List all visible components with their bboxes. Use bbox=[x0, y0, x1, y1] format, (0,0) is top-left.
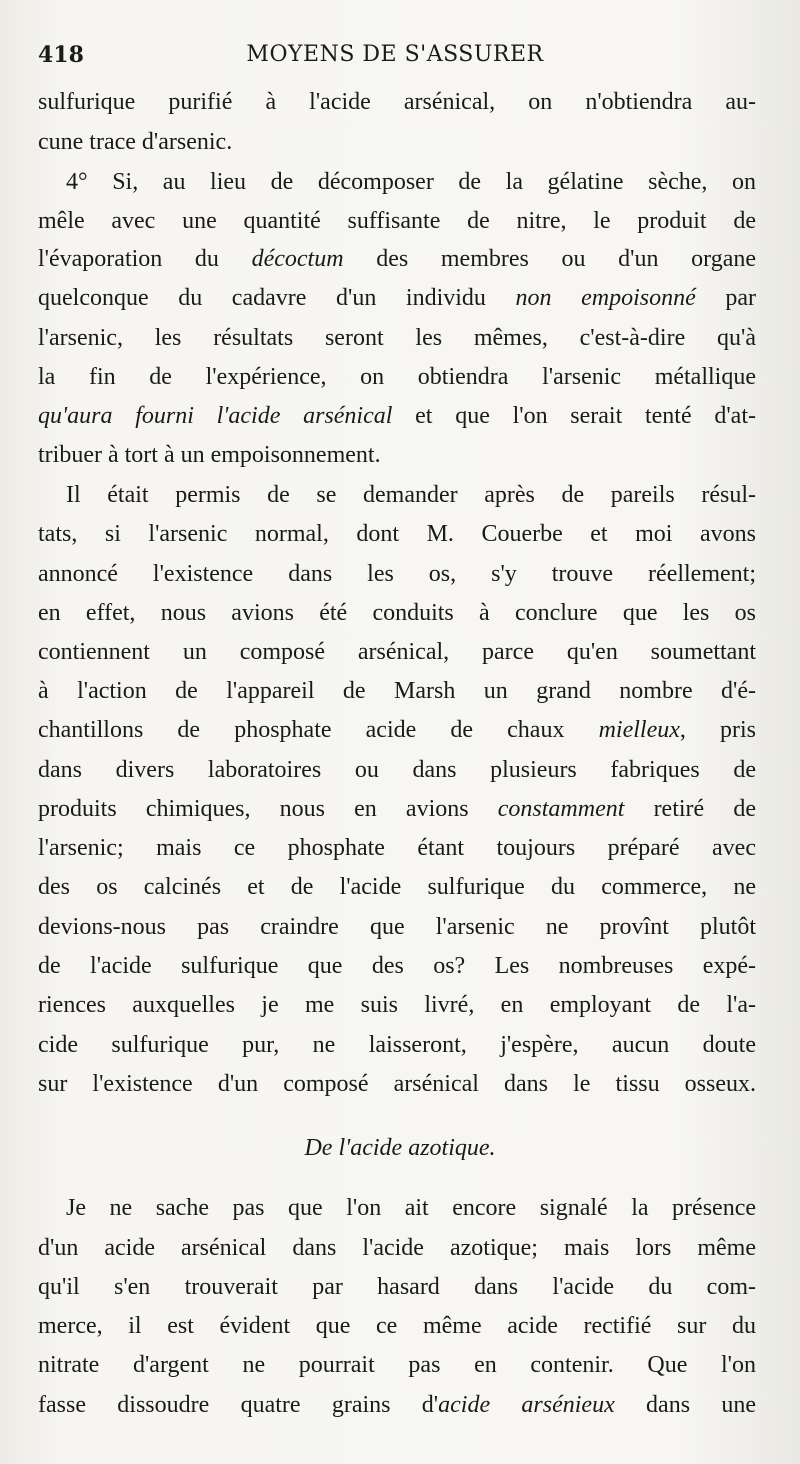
italic-term: acide arsénieux bbox=[438, 1392, 615, 1418]
section-heading: De l'acide azotique. bbox=[304, 1135, 496, 1161]
text-line: dans divers laboratoires ou dans plusieurs fabriques de bbox=[38, 757, 756, 783]
italic-term: mielleux bbox=[598, 717, 680, 743]
text-run: produits chimiques, nous en avions bbox=[38, 796, 498, 822]
text-line: d'un acide arsénical dans l'acide azotique; mais lors même bbox=[38, 1235, 756, 1261]
italic-term: qu'aura fourni l'acide arsénical bbox=[38, 403, 393, 429]
text-line: nitrate d'argent ne pourrait pas en contenir. Que l'on bbox=[38, 1352, 756, 1378]
text-line: cune trace d'arsenic. bbox=[38, 129, 233, 155]
text-line: sulfurique purifié à l'acide arsénical, on n'obtiendra au- bbox=[38, 89, 756, 115]
text-line: Je ne sache pas que l'on ait encore signalé la présence bbox=[66, 1195, 756, 1221]
text-line: merce, il est évident que ce même acide rectifié sur du bbox=[38, 1313, 756, 1339]
text-line: l'arsenic, les résultats seront les mêmes, c'est-à-dire qu'à bbox=[38, 325, 756, 351]
text-line: des os calcinés et de l'acide sulfurique du commerce, ne bbox=[38, 874, 756, 900]
text-line: tribuer à tort à un empoisonnement. bbox=[38, 442, 381, 468]
text-line: cide sulfurique pur, ne laisseront, j'espère, aucun doute bbox=[38, 1032, 756, 1058]
text-line: mêle avec une quantité suffisante de nitre, le produit de bbox=[38, 208, 756, 234]
running-head: MOYENS DE S'ASSURER bbox=[246, 42, 544, 67]
italic-term: décoctum bbox=[251, 246, 344, 272]
page-number: 418 bbox=[38, 42, 84, 68]
text-run: des membres ou d'un organe bbox=[343, 246, 756, 272]
text-line bbox=[38, 714, 756, 746]
text-run: et que l'on serait tenté d'at- bbox=[392, 403, 756, 429]
page-header bbox=[38, 42, 752, 72]
text-line bbox=[38, 243, 756, 275]
text-run: par bbox=[695, 285, 756, 311]
text-line: devions-nous pas craindre que l'arsenic ne provînt plutôt bbox=[38, 914, 756, 940]
text-line bbox=[38, 793, 756, 825]
text-line: annoncé l'existence dans les os, s'y trouve réellement; bbox=[38, 561, 756, 587]
italic-term: constamment bbox=[497, 796, 625, 822]
text-line: qu'il s'en trouverait par hasard dans l'acide du com- bbox=[38, 1274, 756, 1300]
text-run: fasse dissoudre quatre grains d' bbox=[38, 1392, 439, 1418]
text-line: de l'acide sulfurique que des os? Les nombreuses expé- bbox=[38, 953, 756, 979]
text-line: contiennent un composé arsénical, parce qu'en soumettant bbox=[38, 639, 756, 665]
text-line bbox=[38, 400, 756, 432]
text-run: , pris bbox=[679, 717, 756, 743]
text-line: Il était permis de se demander après de pareils résul- bbox=[66, 482, 756, 508]
text-line bbox=[38, 282, 756, 314]
text-line: tats, si l'arsenic normal, dont M. Couerbe et moi avons bbox=[38, 521, 756, 547]
text-line: la fin de l'expérience, on obtiendra l'arsenic métallique bbox=[38, 364, 756, 390]
text-run: retiré de bbox=[624, 796, 756, 822]
text-run: dans une bbox=[614, 1392, 756, 1418]
text-line: riences auxquelles je me suis livré, en employant de l'a- bbox=[38, 992, 756, 1018]
text-line: sur l'existence d'un composé arsénical dans le tissu osseux. bbox=[38, 1071, 756, 1097]
text-line: l'arsenic; mais ce phosphate étant toujours préparé avec bbox=[38, 835, 756, 861]
text-line: à l'action de l'appareil de Marsh un grand nombre d'é- bbox=[38, 678, 756, 704]
text-line: 4° Si, au lieu de décomposer de la gélatine sèche, on bbox=[66, 169, 756, 195]
text-run: l'évaporation du bbox=[38, 246, 252, 272]
italic-term: non empoisonné bbox=[515, 285, 696, 311]
text-line: en effet, nous avions été conduits à conclure que les os bbox=[38, 600, 756, 626]
text-line bbox=[38, 1389, 756, 1421]
text-run: quelconque du cadavre d'un individu bbox=[38, 285, 516, 311]
text-run: chantillons de phosphate acide de chaux bbox=[38, 717, 599, 743]
